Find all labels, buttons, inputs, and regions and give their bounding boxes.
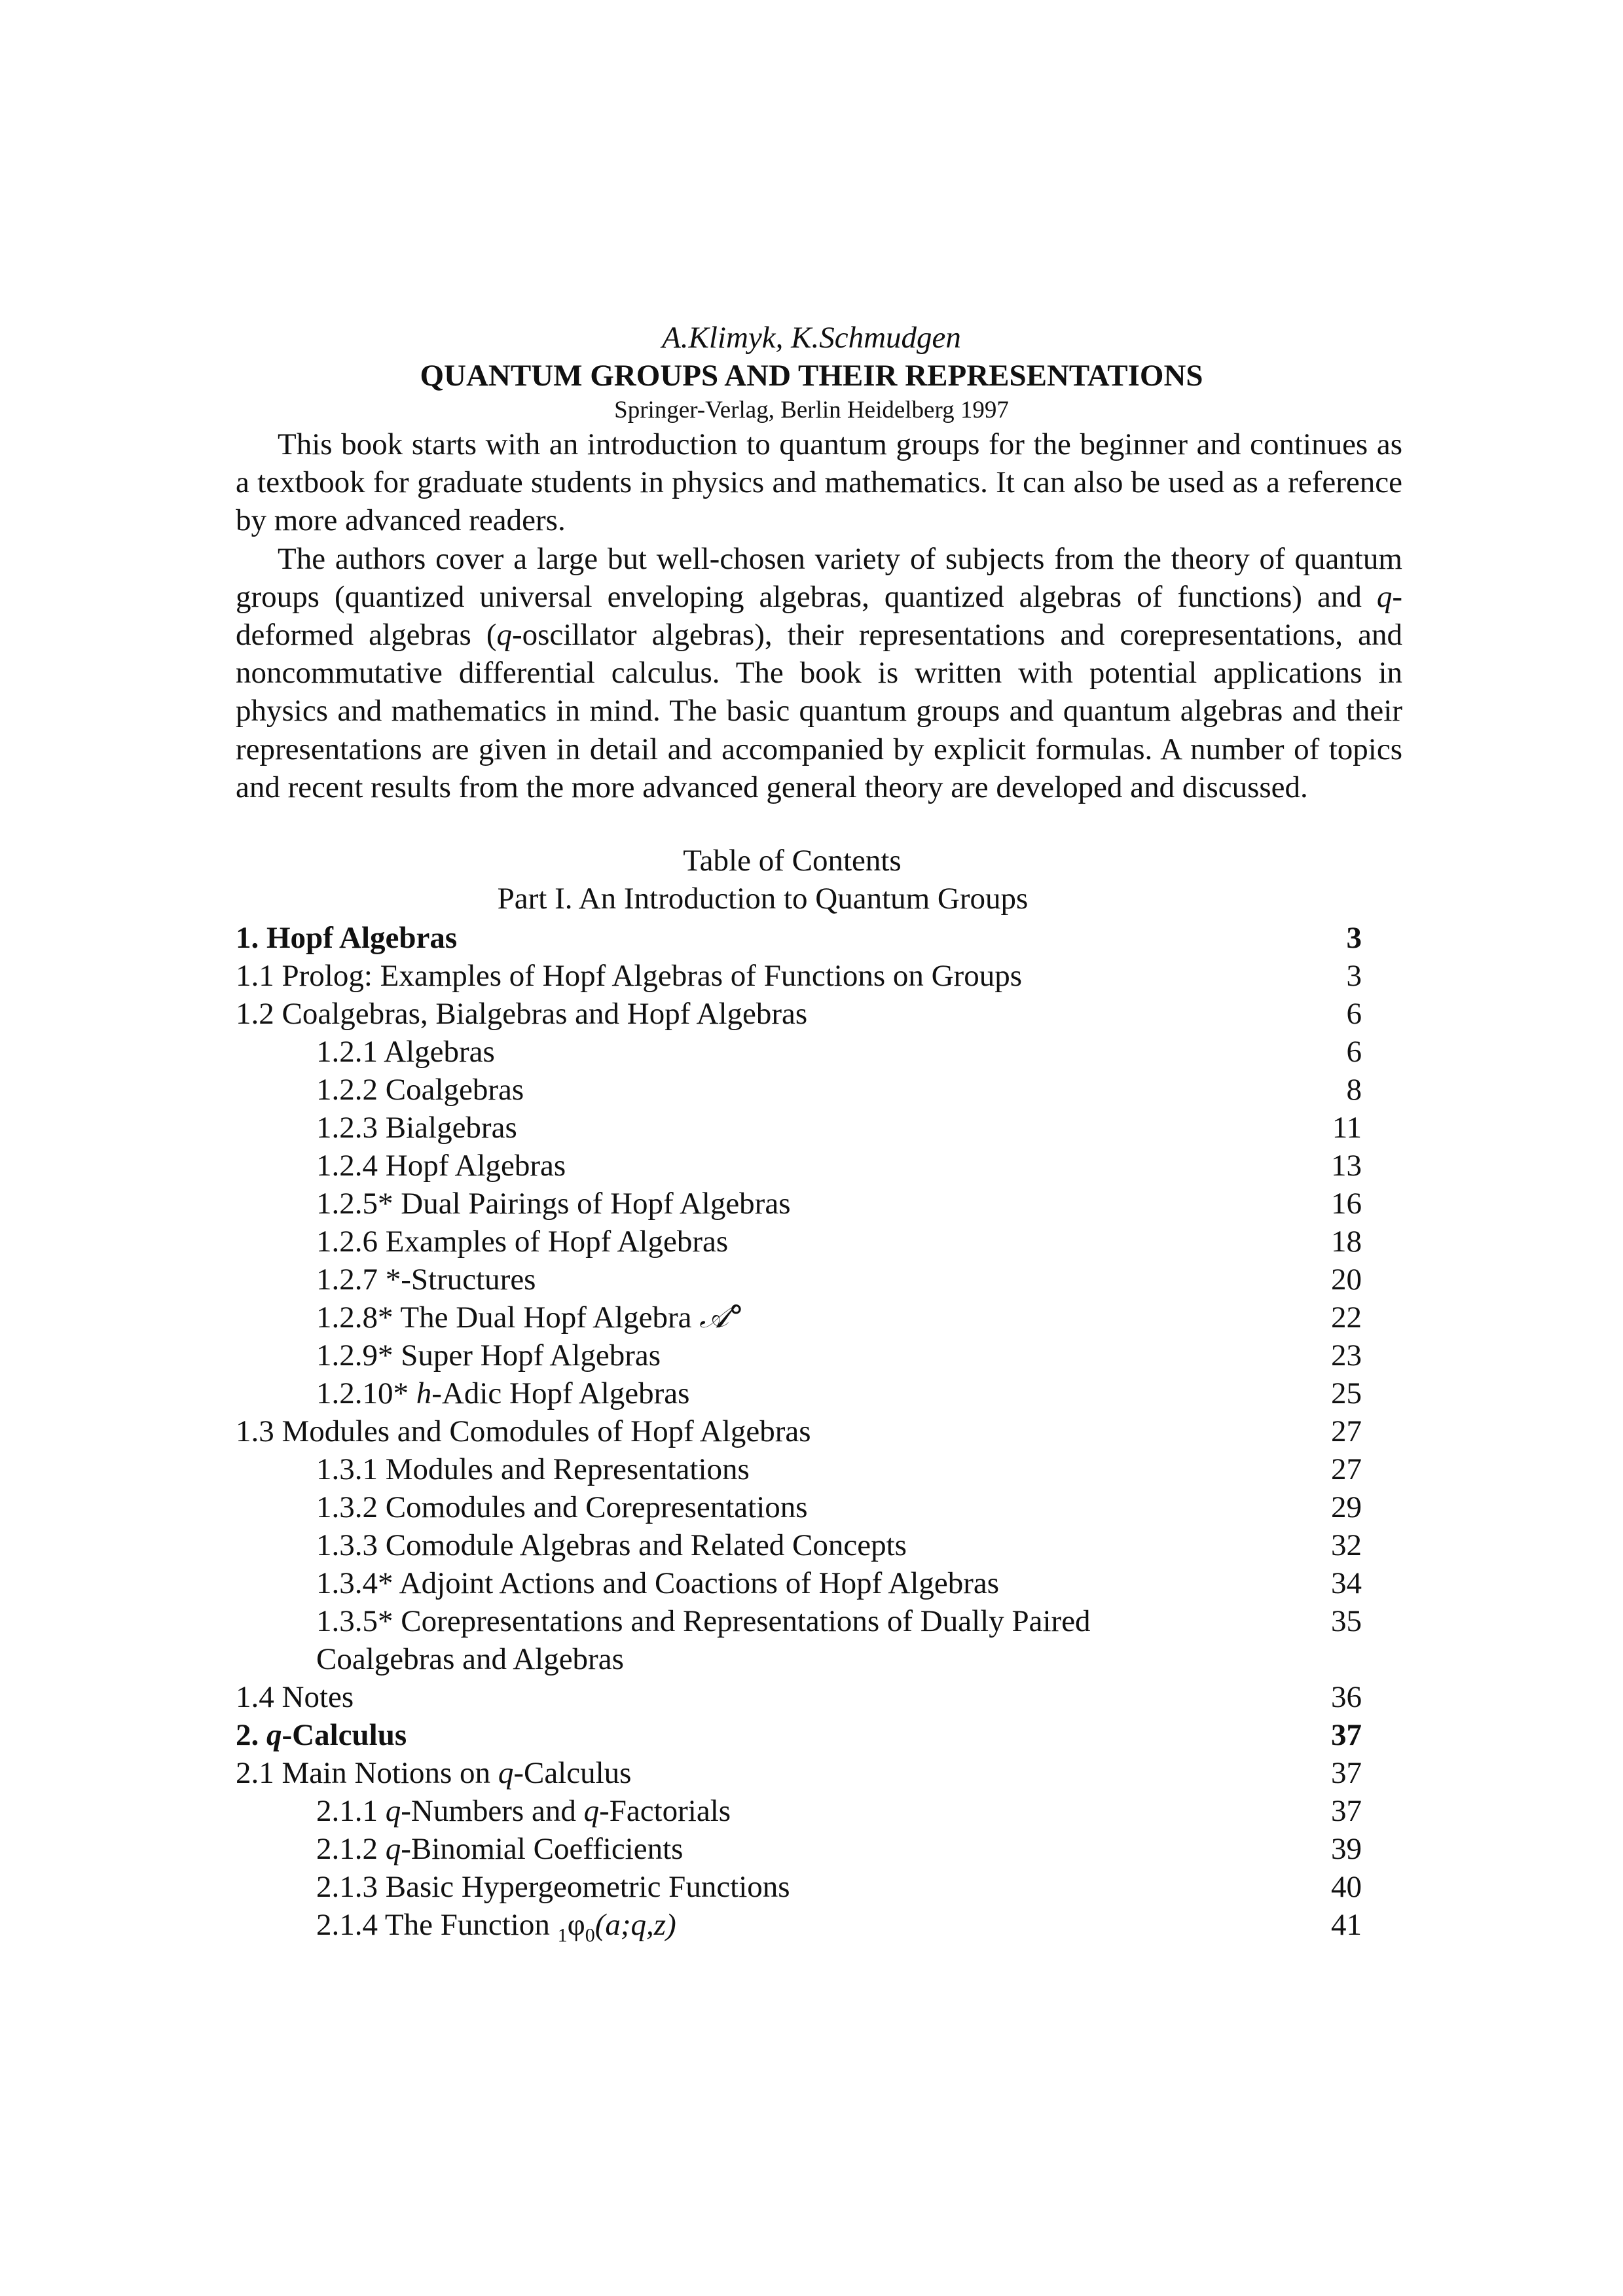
toc-entry: 2.1.1 q-Numbers and q-Factorials 37 <box>236 1792 1362 1830</box>
toc-entry: 1.2.2 Coalgebras 8 <box>236 1071 1362 1109</box>
toc-entry: 1.2.3 Bialgebras 11 <box>236 1109 1362 1147</box>
toc-page-number: 40 <box>1331 1870 1362 1904</box>
toc-entry: 1.3.3 Comodule Algebras and Related Concepts 32 <box>236 1526 1362 1564</box>
toc-page-number: 13 <box>1331 1149 1362 1183</box>
book-title: QUANTUM GROUPS AND THEIR REPRESENTATIONS <box>420 359 1203 393</box>
toc-page-number: 39 <box>1331 1832 1362 1866</box>
toc-entry: 1.2 Coalgebras, Bialgebras and Hopf Algebras 6 <box>236 995 1362 1033</box>
abstract-paragraph-1: This book starts with an introduction to quantum groups for the beginner and continues as a textbook for graduate students in physics and mathematics. It can also be used as a reference by more advanced readers. <box>236 427 1402 538</box>
abstract <box>236 425 1402 806</box>
toc-page-number: 18 <box>1331 1225 1362 1259</box>
toc-entry: 1.2.6 Examples of Hopf Algebras 18 <box>236 1223 1362 1261</box>
toc-page-number: 8 <box>1346 1073 1362 1107</box>
toc-entry: 1.3.1 Modules and Representations 27 <box>236 1450 1362 1488</box>
toc-page-number: 6 <box>1346 997 1362 1031</box>
toc-entry: 1.2.1 Algebras 6 <box>236 1033 1362 1071</box>
toc-entry: 2.1.2 q-Binomial Coefficients 39 <box>236 1830 1362 1868</box>
toc-page-number: 34 <box>1331 1566 1362 1600</box>
toc-entry: 1.3.5* Corepresentations and Representations of Dually Paired Coalgebras and Algebras 35 <box>236 1602 1362 1678</box>
toc-heading: Table of Contents <box>683 844 902 878</box>
toc-page-number: 35 <box>1331 1604 1362 1638</box>
toc-page-number: 11 <box>1332 1111 1362 1145</box>
table-of-contents <box>236 919 1362 1944</box>
toc-page-number: 16 <box>1331 1187 1362 1221</box>
toc-page-number: 6 <box>1346 1035 1362 1069</box>
toc-entry: 1.2.10* h-Adic Hopf Algebras 25 <box>236 1374 1362 1412</box>
toc-entry: 2.1.4 The Function $_1\varphi_0(a;q,z)$ 41 <box>236 1906 1362 1944</box>
toc-entry: 1.3 Modules and Comodules of Hopf Algebras 27 <box>236 1412 1362 1450</box>
toc-page-number: 41 <box>1331 1908 1362 1942</box>
toc-entry: 1.2.4 Hopf Algebras 13 <box>236 1147 1362 1185</box>
toc-entry: 1.2.9* Super Hopf Algebras 23 <box>236 1336 1362 1374</box>
toc-entry: 2. q-Calculus 37 <box>236 1716 1362 1754</box>
toc-entry: 2.1.3 Basic Hypergeometric Functions 40 <box>236 1868 1362 1906</box>
toc-page-number: 27 <box>1331 1414 1362 1448</box>
toc-entry: 1.2.7 *-Structures 20 <box>236 1261 1362 1299</box>
toc-page-number: 37 <box>1331 1756 1362 1790</box>
toc-entry: 1. Hopf Algebras 3 <box>236 919 1362 957</box>
dual-algebra-symbol: 𝒜° <box>699 1299 744 1335</box>
toc-entry: 1.3.2 Comodules and Corepresentations 29 <box>236 1488 1362 1526</box>
toc-page-number: 36 <box>1331 1680 1362 1714</box>
toc-entry: 1.1 Prolog: Examples of Hopf Algebras of Functions on Groups 3 <box>236 957 1362 995</box>
toc-page-number: 3 <box>1346 921 1362 955</box>
toc-entry: 1.2.8* The Dual Hopf Algebra 𝒜° 22 <box>316 1299 1362 1335</box>
toc-entry: 2.1 Main Notions on q-Calculus 37 <box>236 1754 1362 1792</box>
toc-entry: 1.3.4* Adjoint Actions and Coactions of Hopf Algebras 34 <box>236 1564 1362 1602</box>
toc-entry: 1.4 Notes 36 <box>236 1678 1362 1716</box>
toc-page-number: 27 <box>1331 1452 1362 1486</box>
toc-page-number: 25 <box>1331 1376 1362 1410</box>
toc-page-number: 29 <box>1331 1490 1362 1524</box>
abstract-paragraph-2: The authors cover a large but well-chosen variety of subjects from the theory of quantum groups (quantized universal enveloping algebras, quantized algebras of functions) and q-deformed algebras (q-oscillator algebras), their representations and corepresentations, and noncommutative differential calculus. The book is written with potential applications in physics and mathematics in mind. The basic quantum groups and quantum algebras and their representations are given in detail and accompanied by explicit formulas. A number of topics and recent results from the more advanced general theory are developed and discussed. <box>236 541 1402 804</box>
toc-page-number: 20 <box>1331 1263 1362 1297</box>
toc-page-number: 37 <box>1331 1794 1362 1828</box>
authors: A.Klimyk, K.Schmudgen <box>662 321 961 355</box>
toc-page-number: 23 <box>1331 1338 1362 1372</box>
publisher-line: Springer-Verlag, Berlin Heidelberg 1997 <box>614 397 1009 423</box>
part-heading: Part I. An Introduction to Quantum Groups <box>497 882 1029 916</box>
toc-entry: 1.2.5* Dual Pairings of Hopf Algebras 16 <box>236 1185 1362 1223</box>
toc-page-number: 32 <box>1331 1528 1362 1562</box>
toc-page-number: 3 <box>1346 959 1362 993</box>
toc-page-number: 22 <box>1331 1300 1362 1335</box>
toc-page-number: 37 <box>1331 1718 1362 1752</box>
